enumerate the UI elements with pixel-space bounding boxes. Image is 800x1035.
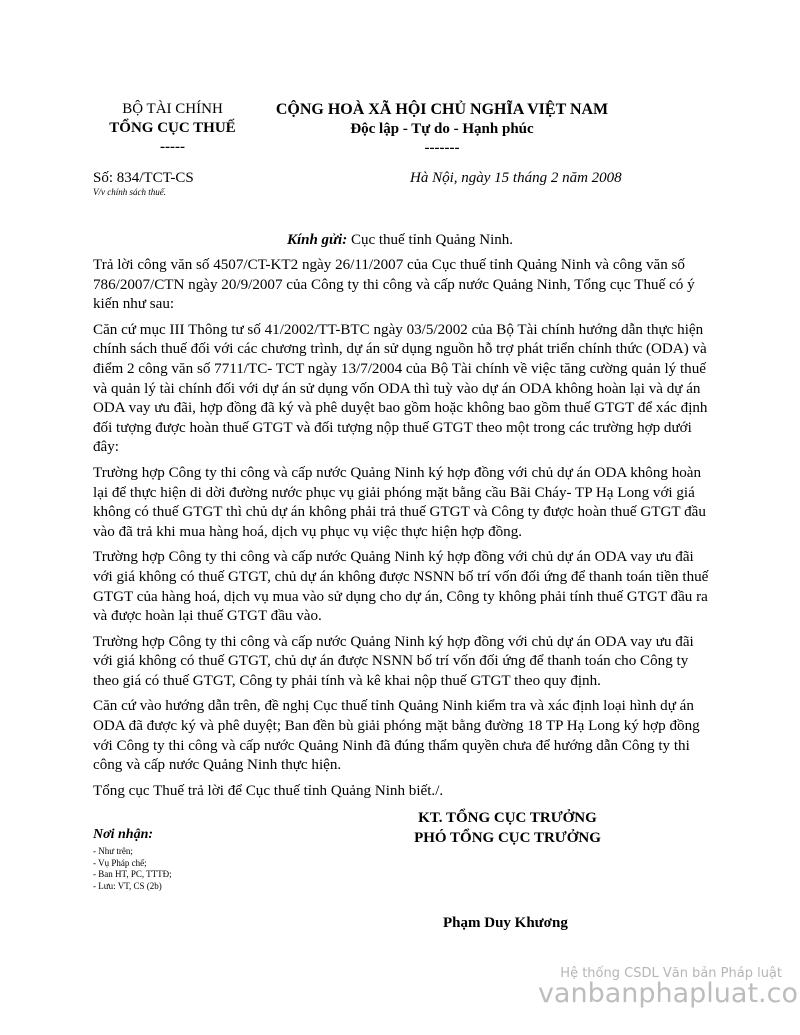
recipient-item: - Như trên; [93,846,133,856]
signature-line-2: PHÓ TỔNG CỤC TRƯỞNG [414,830,601,846]
body-paragraph-7: Tổng cục Thuế trả lời để Cục thuế tỉnh Quảng Ninh biết./. [93,782,444,799]
header-divider-right: ------- [424,140,460,156]
body-paragraph-3: Trường hợp Công ty thi công và cấp nước Quảng Ninh ký hợp đồng với chủ dự án ODA không hoàn lại để thực hiện di dời đường nước phục vụ giải phóng mặt bằng cầu Bãi Cháy- TP Hạ Long với giá không có thuế GTGT thì chủ dự án không phải trả thuế GTGT và Công ty được hoàn thuế GTGT đầu vào đã trả khi mua hàng hoá, dịch vụ phục vụ việc thực hiện hợp đồng. [93,464,706,540]
signer-name: Phạm Duy Khương [443,915,568,931]
ministry-name: BỘ TÀI CHÍNH [122,101,223,117]
document-subject: V/v chính sách thuế. [93,187,166,197]
body-paragraph-4: Trường hợp Công ty thi công và cấp nước Quảng Ninh ký hợp đồng với chủ dự án ODA vay ưu đãi với giá không có thuế GTGT, chủ dự án không được NSNN bố trí vốn đối ứng để thanh toán tiền thuế GTGT của hàng hoá, dịch vụ mua vào sử dụng cho dự án, Công ty không phải tính thuế GTGT đầu ra và được hoàn lại thuế GTGT đầu vào. [93,549,709,625]
watermark-site: vanbanphapluat.co [537,978,798,1009]
body-paragraph-6: Căn cứ vào hướng dẫn trên, đề nghị Cục thuế tỉnh Quảng Ninh kiểm tra và xác định loại hình dự án ODA đã được ký và phê duyệt; Ban đền bù giải phóng mặt bằng đường 18 TP Hạ Long ký hợp đồng với Công ty thi công và cấp nước Quảng Ninh đã đúng thẩm quyền chưa để hướng dẫn Công ty thi công và cấp nước Quảng Ninh thực hiện. [93,698,700,774]
header-divider-left: ----- [160,139,185,155]
national-header [262,100,622,158]
document-number: Số: 834/TCT-CS [93,170,194,186]
recipients-label: Nơi nhận: [93,827,154,842]
nation-name: CỘNG HOÀ XÃ HỘI CHỦ NGHĨA VIỆT NAM [275,101,609,118]
recipient-item: - Ban HT, PC, TTTĐ; [93,869,172,880]
addressee-line [0,232,800,249]
department-name: TỔNG CỤC THUẾ [109,120,236,136]
document-date: Hà Nội, ngày 15 tháng 2 năm 2008 [410,170,622,186]
signature-line-1: KT. TỔNG CỤC TRƯỞNG [418,810,597,826]
national-motto: Độc lập - Tự do - Hạnh phúc [350,121,534,137]
body-paragraph-5: Trường hợp Công ty thi công và cấp nước Quảng Ninh ký hợp đồng với chủ dự án ODA vay ưu đãi với giá không có thuế GTGT, chủ dự án được NSNN bố trí vốn đối ứng để thanh toán cho Công ty theo giá có thuế GTGT, Công ty phải tính và kê khai nộp thuế GTGT theo quy định. [93,633,694,689]
addressee-name: Cục thuế tỉnh Quảng Ninh. [347,232,514,248]
watermark-caption: Hệ thống CSDL Văn bản Pháp luật [560,966,782,981]
signature-title [395,808,620,848]
recipient-item: - Lưu: VT, CS (2b) [93,880,162,891]
recipient-item: - Vụ Pháp chế; [93,857,147,868]
body-paragraph-2: Căn cứ mục III Thông tư số 41/2002/TT-BTC ngày 03/5/2002 của Bộ Tài chính hướng dẫn thực hiện chính sách thuế đối với các chương trình, dự án sử dụng nguồn hỗ trợ phát triển chính thức (ODA) và điểm 2 công văn số 7711/TC- TCT ngày 13/7/2004 của Bộ Tài chính về việc tăng cường quản lý thuế và quản lý tài chính đối với dự án sử dụng vốn ODA thì tuỳ vào dự án ODA không hoàn lại và dự án ODA vay ưu đãi, hợp đồng đã ký và phê duyệt bao gồm hoặc không bao gồm thuế GTGT để xác định đối tượng được hoàn thuế GTGT và đối tượng nộp thuế GTGT theo một trong các trường hợp dưới đây: [93,321,708,456]
addressee-label: Kính gửi: [286,232,348,248]
document-body [93,256,710,807]
recipients-list [93,846,172,892]
body-paragraph-1: Trả lời công văn số 4507/CT-KT2 ngày 26/11/2007 của Cục thuế tỉnh Quảng Ninh và công văn số 786/2007/CTN ngày 20/9/2007 của Công ty thi công và cấp nước Quảng Ninh, Tổng cục Thuế có ý kiến như sau: [93,257,695,313]
agency-header [85,100,260,157]
